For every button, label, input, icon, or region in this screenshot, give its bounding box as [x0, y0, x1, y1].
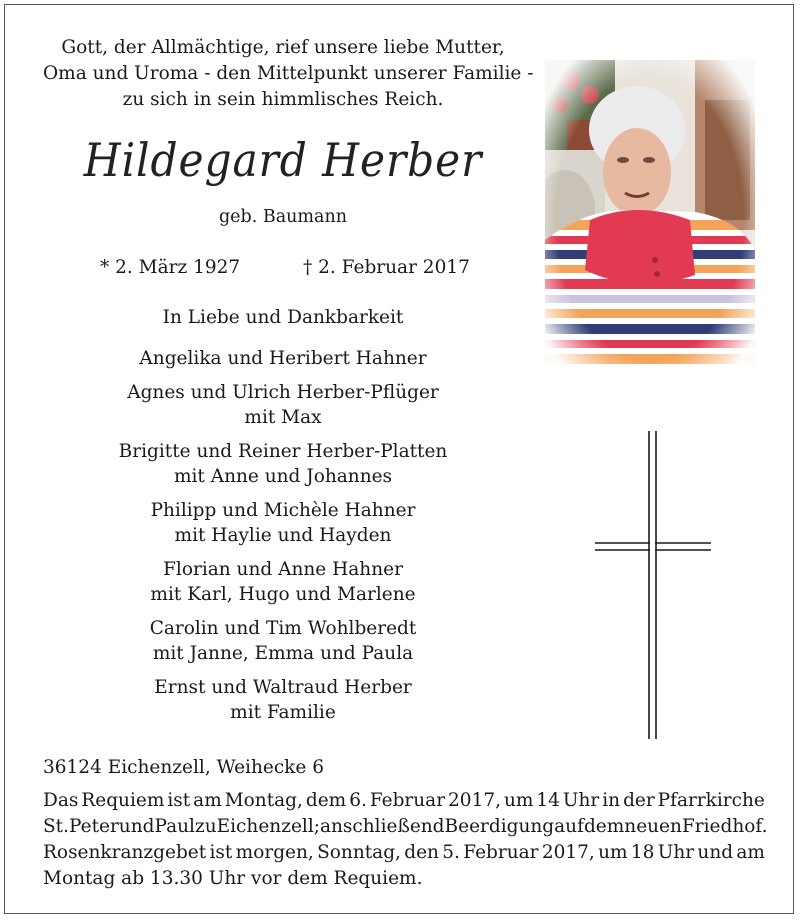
family-entry — [43, 498, 523, 549]
service-word: Februar — [369, 790, 446, 811]
family-line: Ernst und Waltraud Herber — [154, 676, 412, 698]
intro-line: zu sich in sein himmlisches Reich. — [122, 89, 444, 110]
service-word: Requiem — [81, 790, 165, 811]
family-line: mit Janne, Emma und Paula — [152, 643, 414, 664]
service-word: Montag, — [224, 790, 303, 811]
service-word: und — [118, 816, 155, 837]
cross-icon — [593, 429, 713, 744]
birth-star-icon: * — [100, 257, 110, 278]
born-name: geb. Baumann — [218, 207, 348, 227]
service-word: Beerdigung — [444, 816, 555, 837]
service-word: Rosenkranzgebet — [43, 842, 207, 863]
service-word: zu — [194, 816, 217, 837]
family-line: mit Max — [244, 407, 322, 428]
family-line: Brigitte und Reiner Herber-Platten — [118, 440, 448, 462]
service-word: 18 — [630, 842, 655, 863]
service-line — [43, 814, 768, 840]
service-word: morgen, — [235, 842, 314, 863]
family-line: mit Familie — [230, 702, 336, 723]
death-date-line — [303, 257, 470, 278]
family-line: Florian und Anne Hahner — [163, 558, 403, 580]
service-word: dem — [583, 816, 625, 837]
service-word: Sonntag, — [317, 842, 401, 863]
service-word: in — [602, 790, 621, 811]
service-word: 14 — [536, 790, 560, 811]
service-word: der — [623, 790, 655, 811]
address: 36124 Eichenzell, Weihecke 6 — [43, 757, 324, 778]
family-entry — [43, 439, 523, 490]
service-line: Montag ab 13.30 Uhr vor dem Requiem. — [43, 868, 423, 889]
family-entry — [43, 346, 523, 372]
service-word: St. — [43, 816, 69, 837]
service-word: Das — [43, 790, 79, 811]
death-date: 2. Februar 2017 — [318, 257, 470, 278]
service-word: dem — [305, 790, 347, 811]
birth-date: 2. März 1927 — [115, 257, 241, 278]
service-word: Eichenzell; — [216, 816, 320, 837]
deceased-name: Hildegard Herber — [83, 133, 483, 187]
service-word: Friedhof. — [681, 816, 768, 837]
service-word: Paul — [154, 816, 195, 837]
service-word: den — [404, 842, 439, 863]
service-info — [43, 788, 768, 892]
service-word: Uhr — [657, 842, 695, 863]
family-line: mit Anne und Johannes — [173, 466, 393, 487]
service-word: Uhr — [562, 790, 600, 811]
service-word: um — [598, 842, 628, 863]
service-word: ist — [167, 790, 191, 811]
service-word: Pfarrkirche — [657, 790, 765, 811]
family-entry — [43, 380, 523, 431]
family-entry — [43, 557, 523, 608]
service-word: 6. — [349, 790, 367, 811]
portrait-photo-icon — [545, 60, 755, 378]
service-word: ist — [209, 842, 233, 863]
death-notice — [4, 4, 794, 914]
family-entry — [43, 616, 523, 667]
family-line: mit Karl, Hugo und Marlene — [150, 584, 416, 605]
service-word: Februar — [463, 842, 539, 863]
service-word: am — [736, 842, 765, 863]
family-line: mit Haylie und Hayden — [174, 525, 392, 546]
intro-line: Gott, der Allmächtige, rief unsere liebe Mutter, — [61, 37, 505, 58]
service-word: 2017, — [541, 842, 595, 863]
service-word: um — [503, 790, 534, 811]
service-word: 5. — [442, 842, 460, 863]
family-list — [43, 346, 523, 734]
intro-line: Oma und Uroma - den Mittelpunkt unserer Familie - — [43, 63, 534, 84]
service-word: und — [697, 842, 734, 863]
thanks-line: In Liebe und Dankbarkeit — [162, 307, 404, 328]
service-line — [43, 788, 765, 814]
service-word: auf — [554, 816, 584, 837]
service-word: am — [193, 790, 222, 811]
service-line — [43, 840, 765, 866]
birth-date-line — [100, 257, 240, 278]
family-entry — [43, 675, 523, 726]
portrait-photo — [545, 60, 755, 378]
service-word: neuen — [624, 816, 682, 837]
family-line: Agnes und Ulrich Herber-Pflüger — [127, 381, 439, 403]
family-line: Carolin und Tim Wohlberedt — [149, 617, 417, 639]
service-word: 2017, — [448, 790, 501, 811]
service-word: Peter — [69, 816, 119, 837]
death-cross-icon: † — [303, 257, 313, 278]
service-word: anschließend — [319, 816, 445, 837]
intro-text — [43, 35, 534, 113]
family-line: Philipp und Michèle Hahner — [150, 499, 416, 521]
family-line: Angelika und Heribert Hahner — [139, 348, 427, 369]
